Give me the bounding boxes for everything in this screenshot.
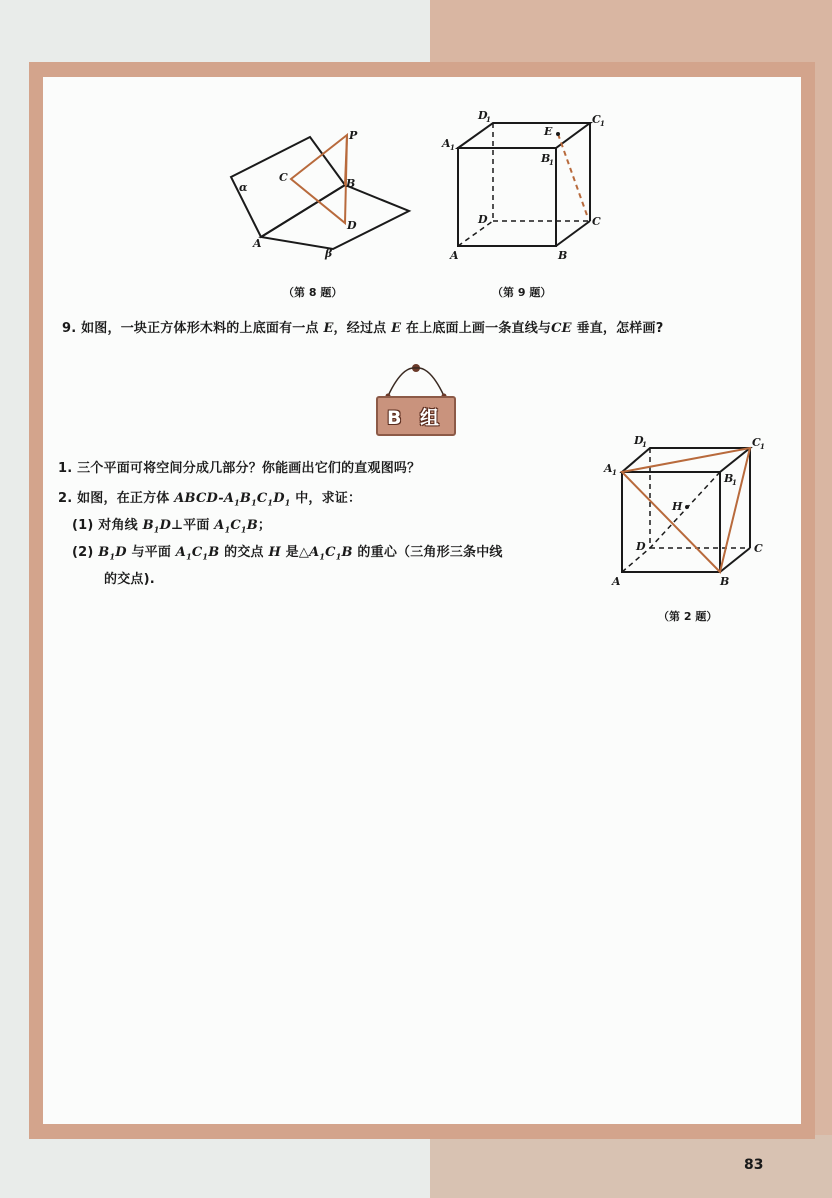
label-b1-sub: 1 xyxy=(732,478,737,487)
label-d1-sub: 1 xyxy=(642,440,647,449)
label-a: A xyxy=(450,249,459,262)
label-d: D xyxy=(478,213,488,226)
label-e: E xyxy=(544,125,553,138)
triangle-a1c1b xyxy=(622,448,750,572)
label-a1-sub: 1 xyxy=(450,143,455,152)
label-d1: D xyxy=(634,434,644,447)
label-b: B xyxy=(346,177,356,190)
question-b2-part1: (1) 对角线 $B_1D\perp$平面 $A_1C_1B$； xyxy=(72,518,272,535)
page-number: 83 xyxy=(744,1157,764,1173)
plane-beta xyxy=(261,185,409,249)
question-b1: 1. 三个平面可将空间分成几部分？你能画出它们的直观图吗？ xyxy=(58,461,421,476)
label-c1-sub: 1 xyxy=(600,119,605,128)
label-a1: A xyxy=(442,137,451,150)
label-h: H xyxy=(672,500,683,513)
figure-8 xyxy=(225,125,420,265)
segment-ce xyxy=(558,134,588,218)
label-d: D xyxy=(636,540,646,553)
hidden-edge-3 xyxy=(458,221,493,246)
figure-8-caption: （第 8 题） xyxy=(283,286,343,299)
cube-back-top xyxy=(458,123,590,148)
label-a: A xyxy=(253,237,262,250)
question-9: 9. 如图，一块正方体形木料的上底面有一点 E，经过点 E 在上底面上画一条直线与CE 垂直，怎样画? xyxy=(62,321,664,336)
group-b-sign xyxy=(376,392,456,436)
label-d1: D xyxy=(478,109,488,122)
question-b2: 2. 如图，在正方体 ABCD-$A_1B_1C_1D_1$ 中，求证： xyxy=(58,491,362,508)
label-d1-sub: 1 xyxy=(486,115,491,124)
label-p: P xyxy=(349,129,358,142)
label-b1: B xyxy=(541,152,551,165)
question-b2-part2: (2) $B_1D$ 与平面 $A_1C_1B$ 的交点 H 是$\triangle A_1C_1B$ 的重心（三角形三条中线 xyxy=(72,545,503,562)
label-b1-sub: 1 xyxy=(549,158,554,167)
figure-b2 xyxy=(600,430,780,590)
plane-alpha xyxy=(231,137,345,237)
background-bottom xyxy=(430,1135,832,1198)
label-a1: A xyxy=(604,462,613,475)
label-c: C xyxy=(279,171,288,184)
label-beta: β xyxy=(325,247,333,260)
question-b2-part2-line2: 的交点). xyxy=(104,572,155,587)
label-c: C xyxy=(592,215,601,228)
paper xyxy=(43,77,801,1124)
label-d: D xyxy=(347,219,357,232)
group-b-label: B 组 xyxy=(386,406,446,429)
label-b: B xyxy=(558,249,568,262)
cube-right-bottom xyxy=(556,221,590,246)
label-b1: B xyxy=(724,472,734,485)
label-a: A xyxy=(612,575,621,588)
figure-9-caption: （第 9 题） xyxy=(492,286,552,299)
label-a1-sub: 1 xyxy=(612,468,617,477)
label-c1-sub: 1 xyxy=(760,442,765,451)
label-c: C xyxy=(754,542,763,555)
label-b: B xyxy=(720,575,730,588)
figure-b2-caption: （第 2 题） xyxy=(658,610,718,623)
label-c1: C xyxy=(752,436,761,449)
point-h xyxy=(685,505,689,509)
label-alpha: α xyxy=(239,181,248,194)
figure-9 xyxy=(440,105,620,265)
label-c1: C xyxy=(592,113,601,126)
point-e xyxy=(556,132,560,136)
